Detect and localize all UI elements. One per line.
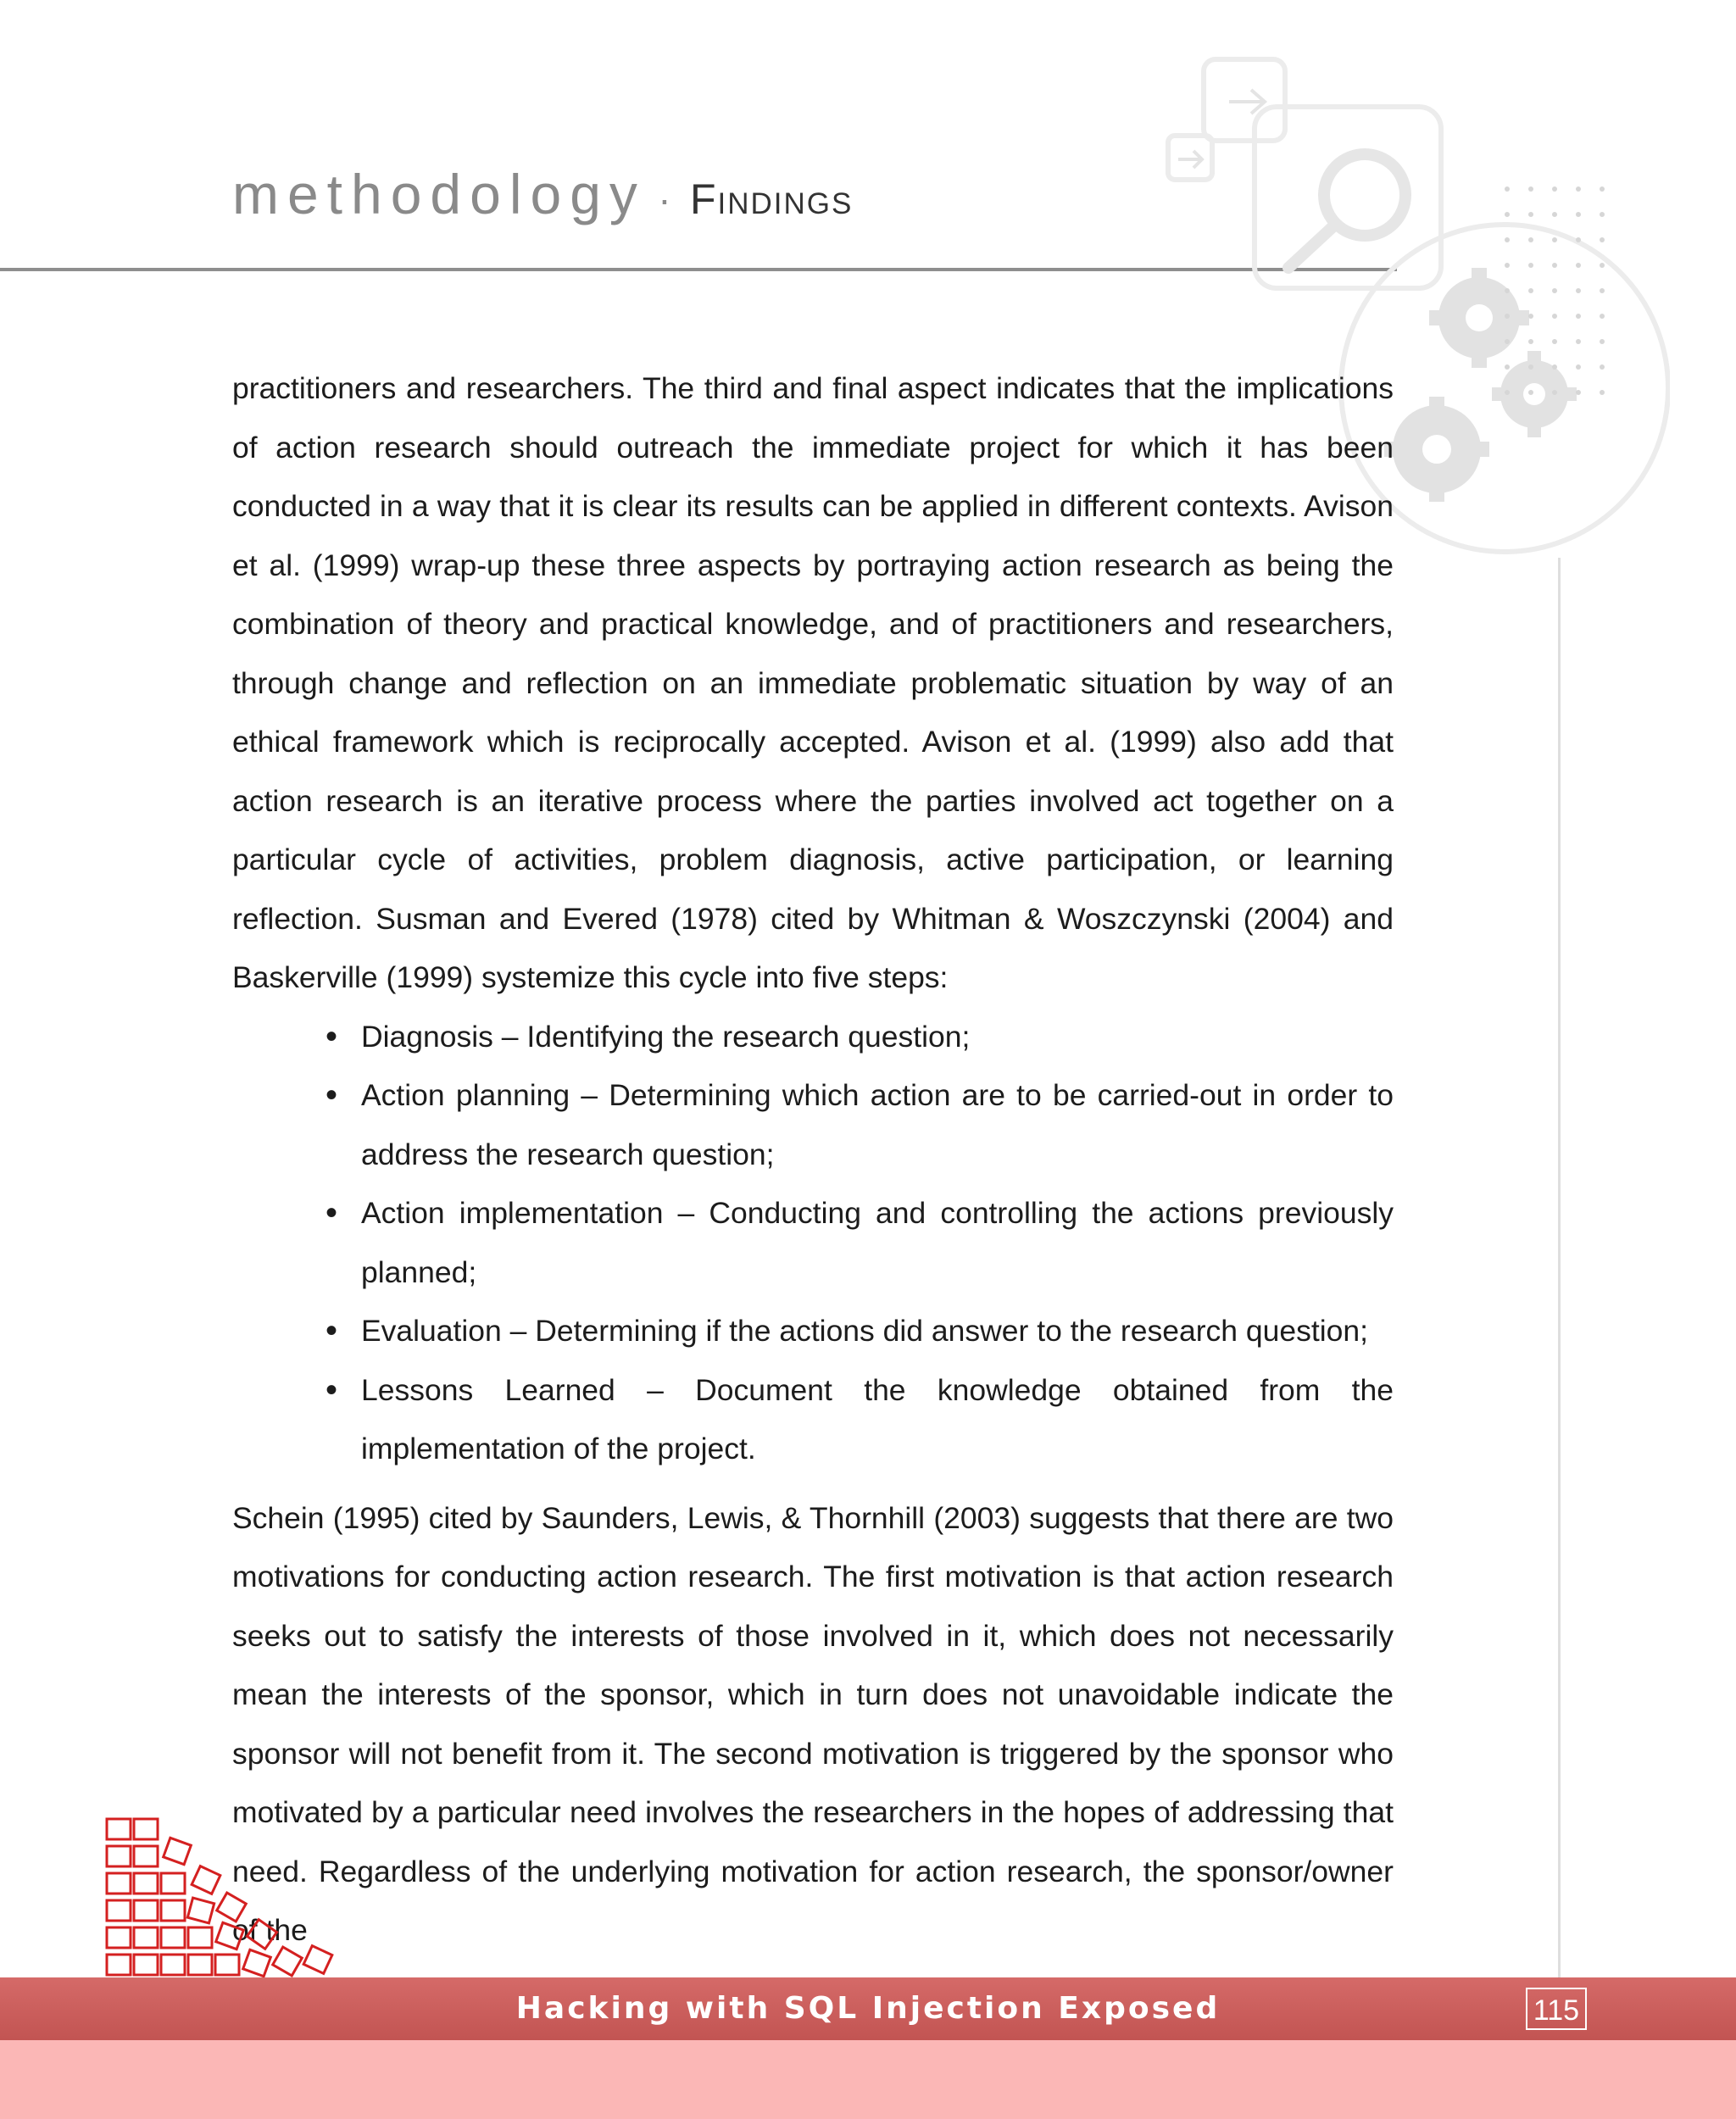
bullet: • — [326, 1194, 338, 1232]
header-separator: · — [658, 176, 671, 221]
footer-band — [0, 2040, 1736, 2119]
section-title: methodology — [232, 163, 646, 225]
right-margin-rule — [1558, 558, 1561, 1980]
bullet: • — [326, 1312, 338, 1349]
book-title: Hacking with SQL Injection Exposed — [515, 1991, 1221, 2026]
steps-list — [232, 1008, 1394, 1479]
list-item: • Action planning – Determining which action are to be carried-out in order to address the research question; — [361, 1066, 1394, 1184]
bullet: • — [326, 1017, 338, 1055]
list-item: • Evaluation – Determining if the actions did answer to the research question; — [361, 1302, 1394, 1361]
body-text — [232, 359, 1394, 1960]
paragraph: Schein (1995) cited by Saunders, Lewis, & Thornhill (2003) suggests that there are two motivations for conducting action research. The first motivation is that action research seeks out to satisfy the interests of those involved in it, which does not necessarily mean the interests of the sponsor, which in turn does not unavoidable indicate the sponsor will not benefit from it. The second motivation is triggered by the sponsor who motivated by a particular need involves the researchers in the hopes of addressing that need. Regardless of the underlying motivation for action research, the sponsor/owner of the — [232, 1500, 1394, 1947]
bullet: • — [326, 1076, 338, 1114]
list-item: • Action implementation – Conducting and controlling the actions previously planned; — [361, 1184, 1394, 1302]
page-header — [232, 163, 854, 225]
bullet: • — [326, 1371, 338, 1409]
paragraph: practitioners and researchers. The third and final aspect indicates that the implications of action research should outreach the immediate project for which it has been conducted in a way that it is clear its results can be applied in different contexts. Avison et al. (1999) wrap-up these three aspects by portraying action research as being the combination of theory and practical knowledge, and of practitioners and researchers, through change and reflection on an immediate problematic situation by way of an ethical framework which is reciprocally accepted. Avison et al. (1999) also add that action research is an iterative process where the parties involved act together on a particular cycle of activities, problem diagnosis, active participation, or learning reflection. Susman and Evered (1978) cited by Whitman & Woszczynski (2004) and Baskerville (1999) systemize this cycle into five steps: — [232, 371, 1394, 994]
list-item: • Lessons Learned – Document the knowledge obtained from the implementation of the project. — [361, 1361, 1394, 1479]
subsection-title: Findings — [689, 175, 854, 223]
page-number: 115 — [1526, 1988, 1587, 2030]
list-item: • Diagnosis – Identifying the research question; — [361, 1008, 1394, 1067]
